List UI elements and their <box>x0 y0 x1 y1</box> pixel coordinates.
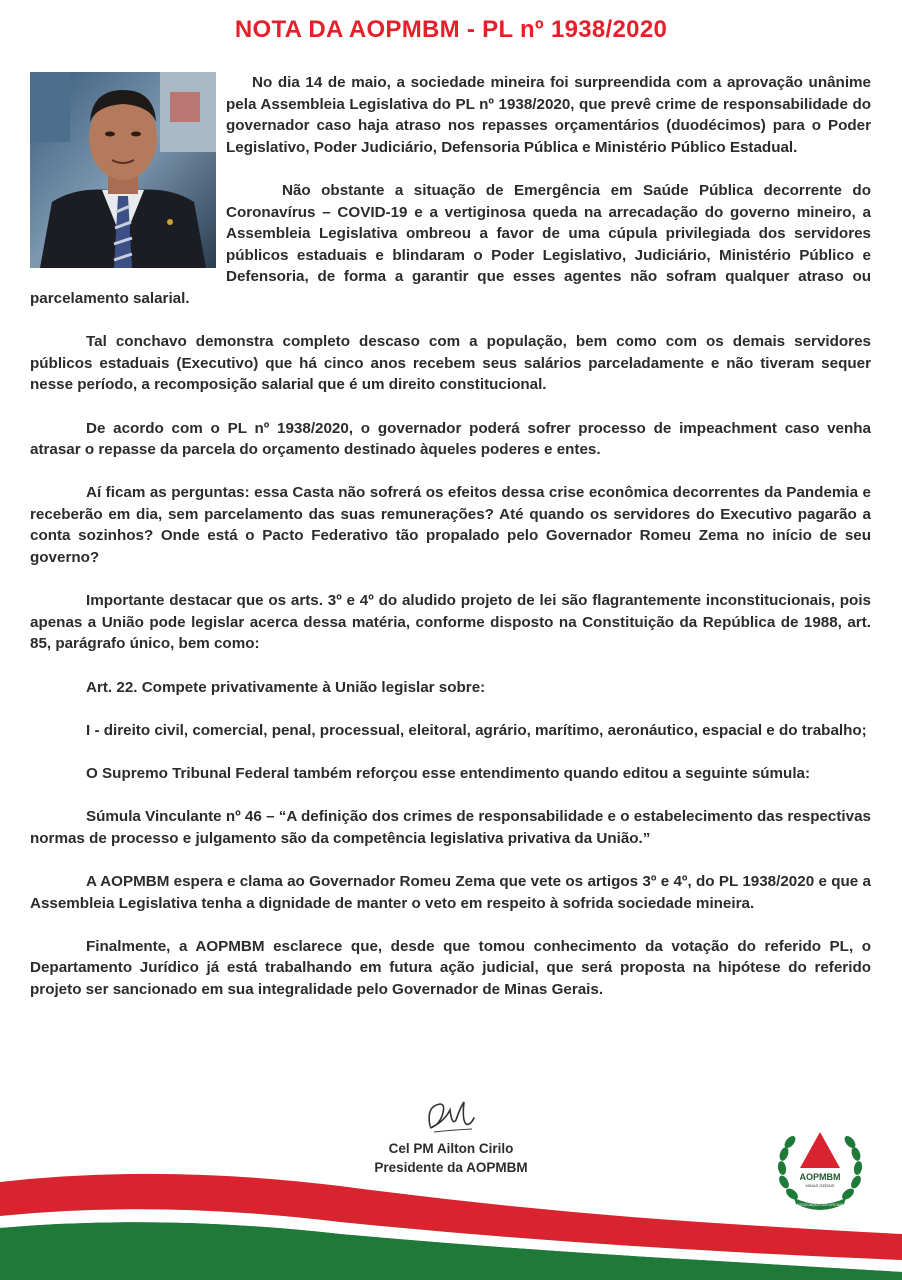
president-photo <box>30 72 216 268</box>
paragraph-2: Não obstante a situação de Emergência em Saúde Pública decorrente do Coronavírus – COVID-19 e a vertiginosa queda na arrecadação do governo mineiro, a Assembleia Legislativa ombreou a favor de uma cúpula privilegiada dos servidores públicos estaduais e blindaram o Poder Legislativo, Judiciário, Ministério Público e Defensoria, de forma a garantir que esses agentes não sofram qualquer atraso ou parcelamento salarial. <box>30 181 871 307</box>
paragraph-6: Importante destacar que os arts. 3º e 4º do aludido projeto de lei são flagrantemente inconstitucionais, pois apenas a União pode legislar acerca dessa matéria, conforme disposto na Constituição da República de 1988, art. 85, parágrafo único, bem como: <box>30 592 871 653</box>
logo-ribbon: ASSOCIAÇÃO DOS OFICIAIS <box>796 1203 844 1207</box>
paragraph-11: A AOPMBM espera e clama ao Governador Romeu Zema que vete os artigos 3º e 4º, do PL 1938/2020 e que a Assembleia Legislativa tenha a dignidade de manter o veto em respeito à sofrida sociedade mineira. <box>30 872 871 912</box>
document-body <box>30 72 871 1022</box>
paragraph-12: Finalmente, a AOPMBM esclarece que, desde que tomou conhecimento da votação do referido PL, o Departamento Jurídico já está trabalhando em futura ação judicial, que será proposta na hipótese do referido projeto ser sancionado em sua integralidade pelo Governador de Minas Gerais. <box>30 937 871 998</box>
signer-name: Cel PM Ailton Cirilo <box>388 1141 514 1156</box>
paragraph-3: Tal conchavo demonstra completo descaso com a população, bem como com os demais servidores públicos estaduais (Executivo) que há cinco anos recebem seus salários parceladamente e não tiveram sequer nesse período, a recomposição salarial que é um direito constitucional. <box>30 333 871 394</box>
paragraph-8: I - direito civil, comercial, penal, processual, eleitoral, agrário, marítimo, aeronáutico, espacial e do trabalho; <box>86 721 867 739</box>
page-title: NOTA DA AOPMBM - PL nº 1938/2020 <box>234 16 668 43</box>
logo-subtitle: MINAS GERAIS <box>805 1183 835 1188</box>
paragraph-5: Aí ficam as perguntas: essa Casta não sofrerá os efeitos dessa crise econômica decorrentes da Pandemia e receberão em dia, sem parcelamento das suas remunerações? Até quando os servidores do Executivo pagarão a conta sozinhos? Onde está o Pacto Federativo tão propalado pelo Governador Romeu Zema no início de seu governo? <box>30 484 871 567</box>
signature-image <box>400 1096 500 1136</box>
paragraph-7: Art. 22. Compete privativamente à União legislar sobre: <box>86 678 486 696</box>
paragraph-9: O Supremo Tribunal Federal também reforçou esse entendimento quando editou a seguinte súmula: <box>86 765 811 782</box>
footer-waves <box>0 1160 902 1280</box>
paragraph-1: No dia 14 de maio, a sociedade mineira foi surpreendida com a aprovação unânime pela Assembleia Legislativa do PL nº 1938/2020, que prevê crime de responsabilidade do governador caso haja atraso nos repasses orçamentários (duodécimos) para o Poder Legislativo, Poder Judiciário, Defensoria Pública e Ministério Público Estadual. <box>226 74 871 156</box>
aopmbm-logo <box>768 1118 872 1222</box>
paragraph-10: Súmula Vinculante nº 46 – “A definição dos crimes de responsabilidade e o estabelecimento das respectivas normas de processo e julgamento são da competência legislativa privativa da União.” <box>30 808 871 847</box>
signer-role: Presidente da AOPMBM <box>374 1160 528 1175</box>
logo-name: AOPMBM <box>799 1172 841 1182</box>
paragraph-4: De acordo com o PL nº 1938/2020, o governador poderá sofrer processo de impeachment caso venha atrasar o repasse da parcela do orçamento destinado àqueles poderes e entes. <box>30 419 871 459</box>
